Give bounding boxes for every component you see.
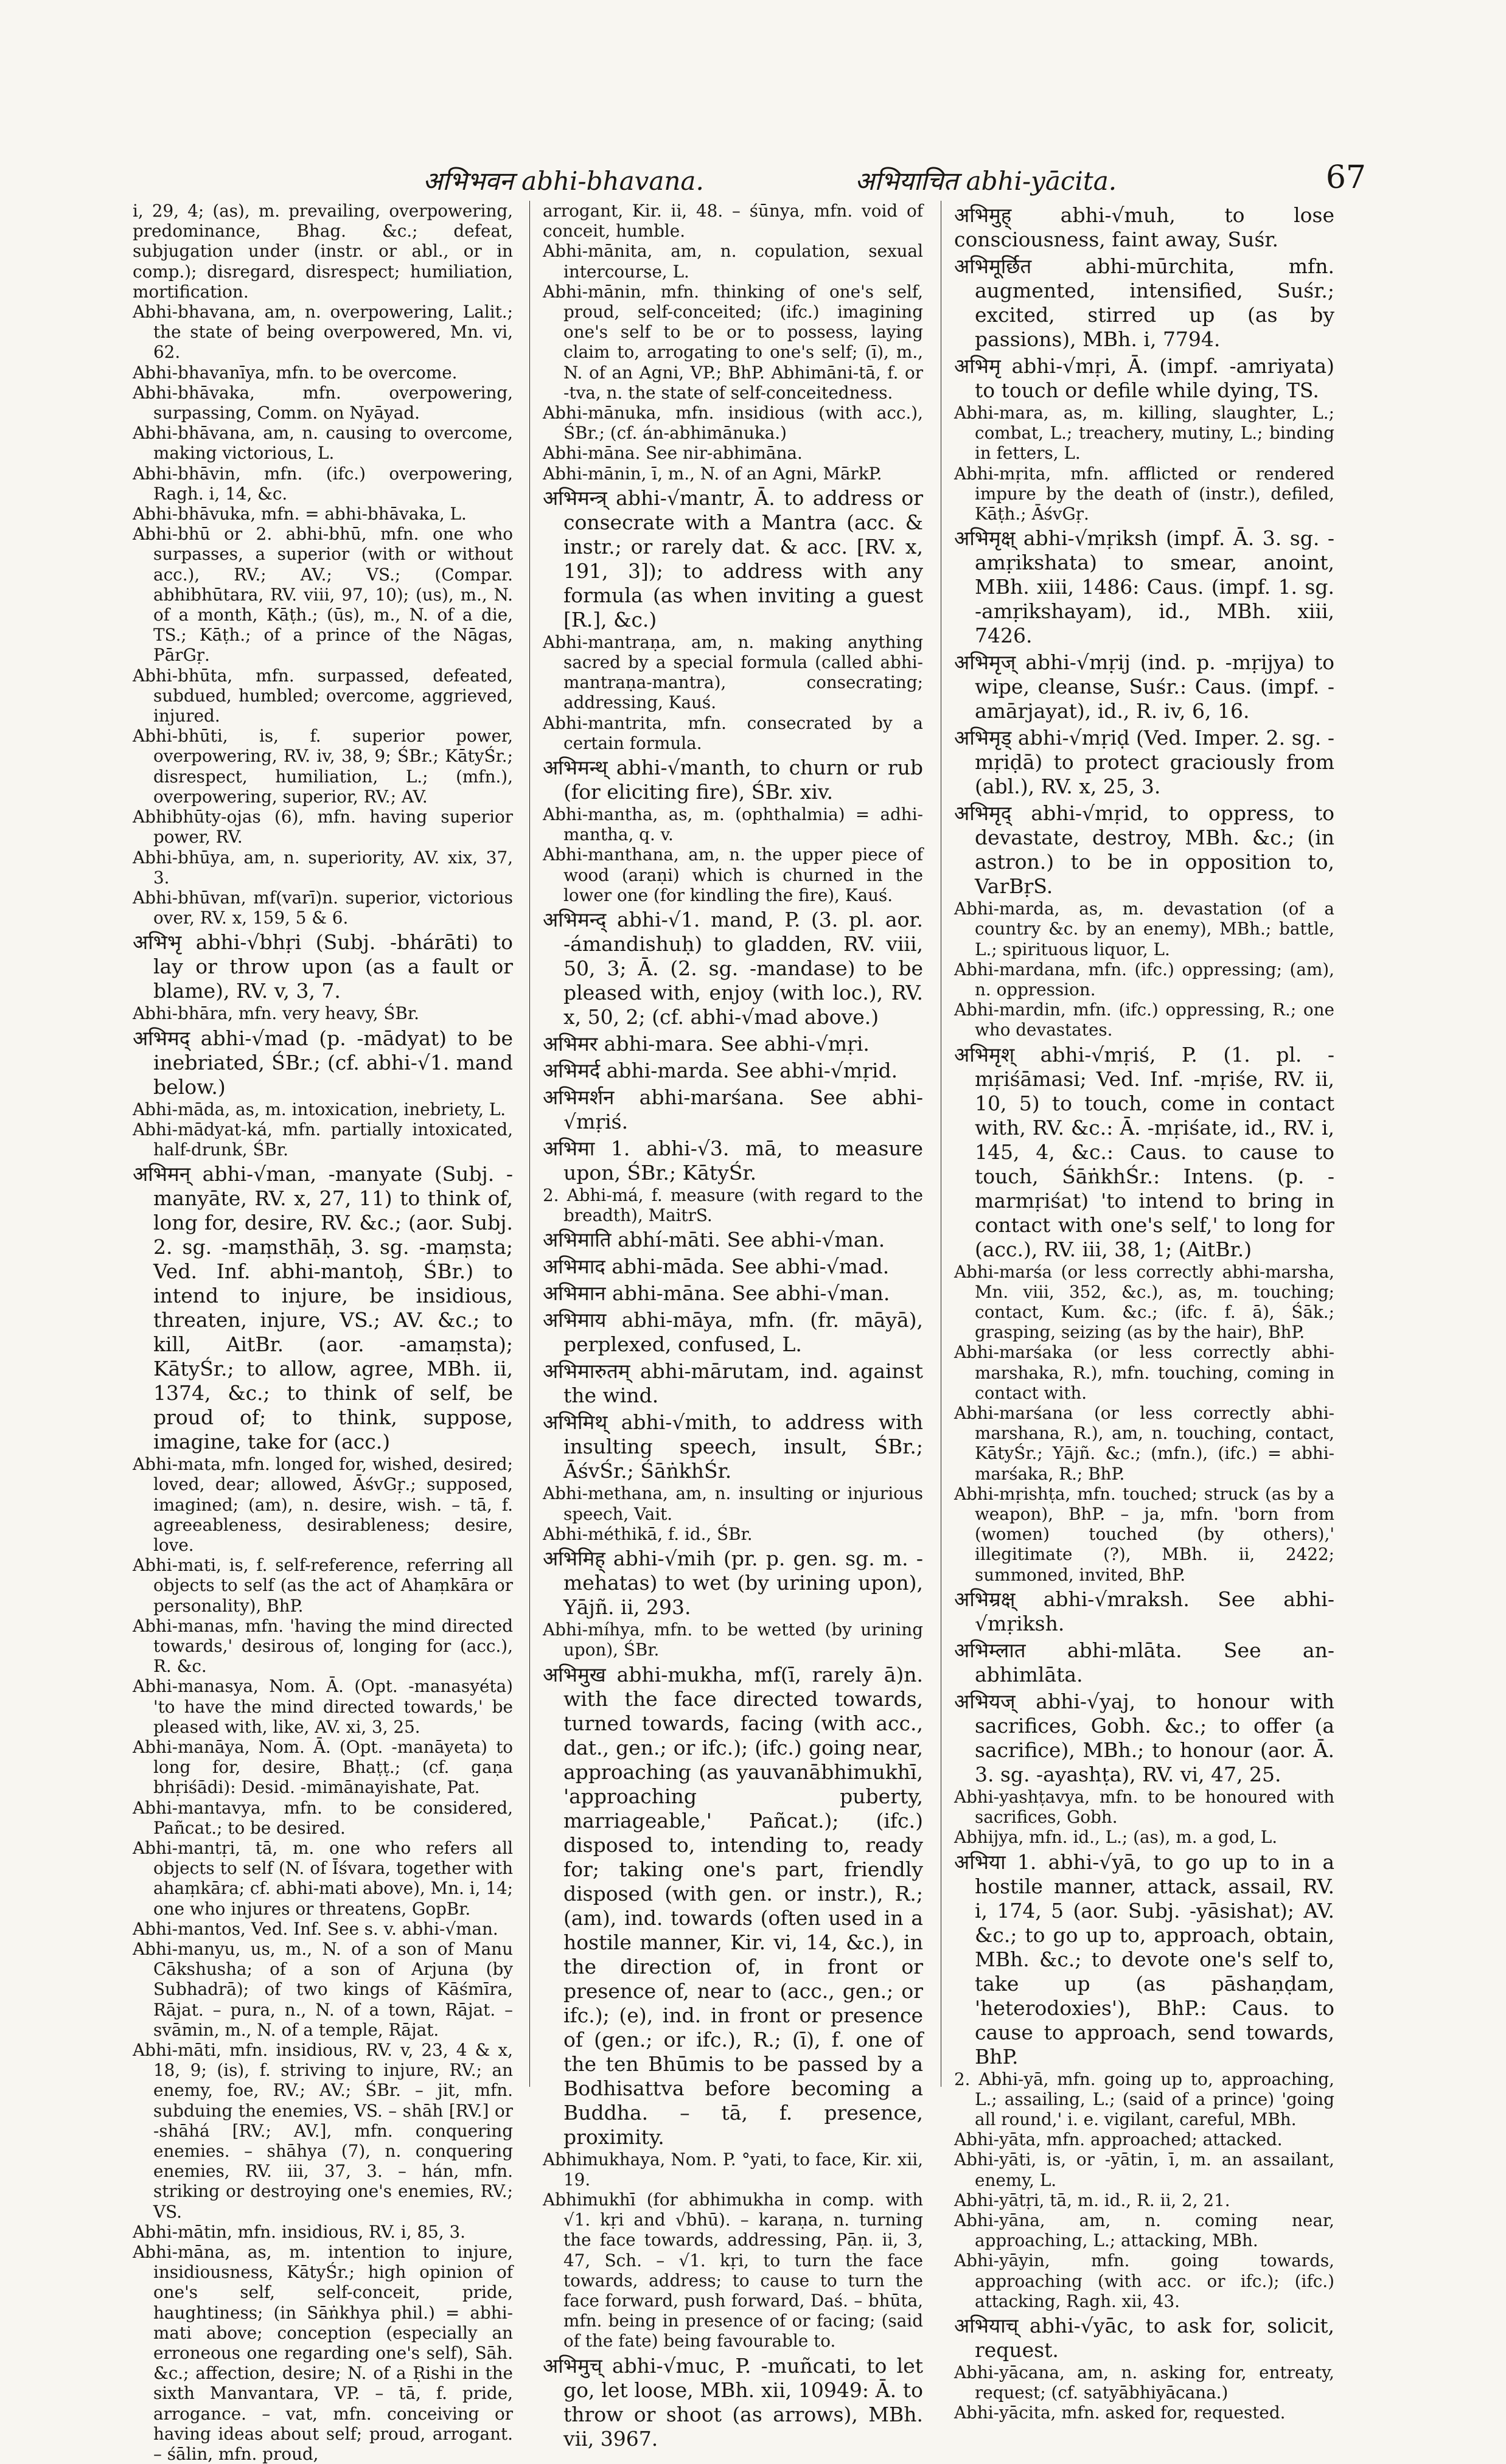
- dictionary-headword-entry: अभिमन् abhi-√man, -manyate (Subj. -manyāte, RV. x, 27, 11) to think of, long for, desire, RV. &c.; (aor. Subj. 2. sg. -maṃsthāḥ, 3. sg. -maṃsta; Ved. Inf. abhi-mantoḥ, ŚBr.) to intend to injure, be insidious, threaten, injure, VS.; AV. &c.; to kill, AitBr. (aor. -amaṃsta); KātyŚr.; to allow, agree, MBh. ii, 1374, &c.; to think of self, be proud of; to think, suppose, imagine, take for (acc.): [133, 1162, 513, 1454]
- dictionary-headword-entry: अभिमा 1. abhi-√3. mā, to measure upon, ŚBr.; KātyŚr.: [543, 1136, 923, 1185]
- dictionary-entry: Abhi-mānuka, mfn. insidious (with acc.), ŚBr.; (cf. án-abhimānuka.): [543, 403, 923, 444]
- dictionary-entry: Abhi-māna, as, m. intention to injure, insidiousness, KātyŚr.; high opinion of one's self, self-conceit, pride, haughtiness; (in Sāṅkhya phil.) = abhi-mati above; conception (especially an erroneous one regarding one's self), Sāh. &c.; affection, desire; N. of a Ṛishi in the sixth Manvantara, VP. – tā, f. pride, arrogance. – vat, mfn. conceiving or having ideas about self; proud, arrogant. – śālin, mfn. proud,: [133, 2242, 513, 2464]
- dictionary-entry: Abhi-mardin, mfn. (ifc.) oppressing, R.; one who devastates.: [954, 1000, 1334, 1040]
- dictionary-headword-entry: अभिमान abhi-māna. See abhi-√man.: [543, 1281, 890, 1306]
- dictionary-entry: Abhi-māti, mfn. insidious, RV. v, 23, 4 & x, 18, 9; (is), f. striving to injure, RV.; an enemy, foe, RV.; AV.; ŚBr. – jit, mfn. subduing the enemies, VS. – shāh [RV.] or -shāhá [RV.; AV.], mfn. conquering enemies. – shāhya (7), n. conquering enemies, RV. iii, 37, 3. – hán, mfn. striking or destroying one's enemies, RV.; VS.: [133, 2040, 513, 2222]
- left-running-headword: अभिभवन abhi-bhavana.: [423, 166, 704, 196]
- dictionary-headword-entry: अभियाच् abhi-√yāc, to ask for, solicit, request.: [954, 2313, 1334, 2362]
- dictionary-entry: Abhi-methana, am, n. insulting or injurious speech, Vait.: [543, 1483, 923, 1524]
- right-running-headword: अभियाचित abhi-yācita.: [855, 166, 1117, 196]
- dictionary-column-3: [954, 201, 1334, 2423]
- dictionary-headword-entry: अभिमृद् abhi-√mṛid, to oppress, to devastate, destroy, MBh. &c.; (in astron.) to be in opposition to, VarBṛS.: [954, 801, 1334, 899]
- dictionary-entry: Abhi-mata, mfn. longed for, wished, desired; loved, dear; allowed, ĀśvGṛ.; supposed, imagined; (am), n. desire, wish. – tā, f. agreeableness, desirableness; desire, love.: [133, 1454, 514, 1555]
- dictionary-entry: Abhi-mṛishṭa, mfn. touched; struck (as by a weapon), BhP. – ja, mfn. 'born from (women) touched (by others),' illegitimate (?), MBh. ii, 2422; summoned, invited, BhP.: [954, 1483, 1334, 1585]
- dictionary-headword-entry: अभिमृ abhi-√mṛi, Ā. (impf. -amriyata) to touch or defile while dying, TS.: [954, 354, 1334, 402]
- dictionary-entry: Abhi-marśaka (or less correctly abhi-marshaka, R.), mfn. touching, coming in contact with.: [954, 1342, 1334, 1403]
- dictionary-headword-entry: अभिमर abhi-mara. See abhi-√mṛi.: [543, 1032, 870, 1056]
- dictionary-entry: Abhi-mantavya, mfn. to be considered, Pañcat.; to be desired.: [133, 1797, 513, 1838]
- dictionary-entry: Abhi-manāya, Nom. Ā. (Opt. -manāyeta) to long for, desire, Bhaṭṭ.; (cf. gaṇa bhṛiśādi): Desid. -mimānayishate, Pat.: [133, 1736, 513, 1798]
- dictionary-entry: Abhi-mati, is, f. self-reference, referring all objects to self (as the act of Ahaṃkāra or personality), BhP.: [133, 1555, 513, 1616]
- dictionary-entry: Abhi-yāyin, mfn. going towards, approaching (with acc. or ifc.); (ifc.) attacking, Ragh. xii, 43.: [954, 2250, 1334, 2311]
- dictionary-headword-entry: अभिमृड् abhi-√mṛiḍ (Ved. Imper. 2. sg. -mṛiḍā) to protect graciously from (abl.), RV. x, 25, 3.: [954, 726, 1334, 799]
- dictionary-entry: Abhi-yāta, mfn. approached; attacked.: [954, 2129, 1283, 2150]
- dictionary-entry: Abhi-méthikā, f. id., ŚBr.: [543, 1523, 753, 1544]
- dictionary-entry: Abhi-mantṛi, tā, m. one who refers all objects to self (N. of Īśvara, together with ahaṃkāra; cf. abhi-mati above), Mn. i, 14; one who injures or threatens, GopBr.: [133, 1837, 513, 1919]
- dictionary-headword-entry: अभिभृ abhi-√bhṛi (Subj. -bhárāti) to lay or throw upon (as a fault or blame), RV. v, 3, 7.: [133, 930, 513, 1003]
- dictionary-entry: Abhi-manthana, am, n. the upper piece of wood (araṇi) which is churned in the lower one (for kindling the fire), Kauś.: [543, 844, 923, 905]
- dictionary-entry: Abhimukhaya, Nom. P. °yati, to face, Kir. xii, 19.: [543, 2149, 923, 2190]
- dictionary-entry: Abhi-yashṭavya, mfn. to be honoured with sacrifices, Gobh.: [954, 1786, 1334, 1828]
- dictionary-entry: Abhi-bhāvin, mfn. (ifc.) overpowering, Ragh. i, 14, &c.: [133, 463, 513, 504]
- dictionary-headword-entry: अभिमुह् abhi-√muh, to lose consciousness, faint away, Suśr.: [954, 203, 1334, 251]
- page-number: 67: [1325, 159, 1366, 196]
- dictionary-headword-entry: अभिमन्त्र् abhi-√mantr, Ā. to address or consecrate with a Mantra (acc. & instr.; or rarely dat. & acc. [RV. x, 191, 3]); to address with any formula (as when inviting a guest [R.], &c.): [543, 485, 923, 632]
- dictionary-headword-entry: अभिमर्शन abhi-marśana. See abhi-√mṛiś.: [543, 1085, 923, 1134]
- dictionary-headword-entry: अभिया 1. abhi-√yā, to go up to in a hostile manner, attack, assail, RV. i, 174, 5 (aor. Subj. -yāsishat); AV. &c.; to go up to, approach, obtain, MBh. &c.; to devote one's self to, take up (as pāshaṇḍam, 'heterodoxies'), BhP.: Caus. to cause to approach, send towards, BhP.: [954, 1850, 1334, 2069]
- dictionary-entry: 2. Abhi-má, f. measure (with regard to the breadth), MaitrS.: [543, 1185, 923, 1226]
- dictionary-headword-entry: अभिमृश् abhi-√mṛiś, P. (1. pl. -mṛiśāmasi; Ved. Inf. -mṛiśe, RV. ii, 10, 5) to touch, come in contact with, RV. &c.: Ā. -mṛiśate, id., RV. i, 145, 4, &c.: Caus. to cause to touch, ŚāṅkhŚr.: Intens. (p. -marmṛiśat) 'to intend to bring in contact with one's self,' to long for (acc.), RV. iii, 38, 1; (AitBr.): [954, 1042, 1334, 1261]
- dictionary-entry: Abhimukhī (for abhimukha in comp. with √1. kṛi and √bhū). – karaṇa, n. turning the face towards, addressing, Pāṇ. ii, 3, 47, Sch. – √1. kṛi, to turn the face towards, address; to cause to turn the face forward, push forward, Daś. – bhūta, mfn. being in presence of or facing; (said of the fate) being favourable to.: [543, 2189, 923, 2351]
- dictionary-headword-entry: अभिमाय abhi-māya, mfn. (fr. māyā), perplexed, confused, L.: [543, 1308, 923, 1357]
- dictionary-entry: Abhi-bhavana, am, n. overpowering, Lalit.; the state of being overpowered, Mn. vi, 62.: [133, 302, 513, 363]
- dictionary-headword-entry: अभिमिथ् abhi-√mith, to address with insulting speech, insult, ŚBr.; ĀśvŚr.; ŚāṅkhŚr.: [543, 1410, 923, 1483]
- dictionary-entry: Abhi-bhāra, mfn. very heavy, ŚBr.: [133, 1003, 419, 1024]
- dictionary-entry: Abhi-bhū or 2. abhi-bhū, mfn. one who surpasses, a superior (with or without acc.), RV.; AV.; VS.; (Compar. abhibhūtara, RV. viii, 97, 10); (us), m., N. of a month, Kāṭh.; (ūs), m., N. of a die, TS.; Kāṭh.; of a prince of the Nāgas, PārGṛ.: [133, 524, 513, 666]
- dictionary-headword-entry: अभिमारुतम् abhi-mārutam, ind. against the wind.: [543, 1359, 923, 1408]
- dictionary-column-2: [543, 201, 923, 2451]
- dictionary-headword-entry: अभिमद् abhi-√mad (p. -mādyat) to be inebriated, ŚBr.; (cf. abhi-√1. mand below.): [133, 1026, 513, 1099]
- dictionary-headword-entry: अभिम्लात abhi-mlāta. See an-abhimlāta.: [954, 1638, 1334, 1686]
- dictionary-entry: Abhibhūty-ojas (6), mfn. having superior power, RV.: [133, 807, 513, 847]
- dictionary-headword-entry: अभिमुच् abhi-√muc, P. -muñcati, to let go, let loose, MBh. xii, 10949: Ā. to throw or shoot (as arrows), MBh. vii, 3967.: [543, 2353, 923, 2451]
- dictionary-entry: Abhi-mantha, as, m. (ophthalmia) = adhi-mantha, q. v.: [543, 804, 923, 845]
- column-divider: [529, 201, 530, 2087]
- dictionary-entry: i, 29, 4; (as), m. prevailing, overpowering, predominance, Bhag. &c.; defeat, subjugation under (instr. or abl., or in comp.); disregard, disrespect; humiliation, mortification.: [133, 201, 513, 302]
- dictionary-entry: Abhi-bhūya, am, n. superiority, AV. xix, 37, 3.: [133, 847, 513, 888]
- dictionary-headword-entry: अभिमुख abhi-mukha, mf(ī, rarely ā)n. with the face directed towards, turned towards, facing (with acc., dat., gen.; or ifc.); (ifc.) going near, approaching (as yauvanābhimukhī, 'approaching puberty, marriageable,' Pañcat.); (ifc.) disposed to, intending to, ready for; taking one's part, friendly disposed (with gen. or instr.), R.; (am), ind. towards (often used in a hostile manner, Kir. vi, 14, &c.), in the direction of, in front or presence of, near to (acc., gen.; or ifc.); (e), ind. in front or presence of (gen.; or ifc.), R.; (ī), f. one of the ten Bhūmis to be passed by a Bodhisattva before becoming a Buddha. – tā, f. presence, proximity.: [543, 1662, 923, 2149]
- dictionary-entry: Abhi-manyu, us, m., N. of a son of Manu Cākshusha; of a son of Arjuna (by Subhadrā); of two kings of Kāśmīra, Rājat. – pura, n., N. of a town, Rājat. – svāmin, m., N. of a temple, Rājat.: [133, 1939, 513, 2040]
- dictionary-entry: Abhi-bhāvaka, mfn. overpowering, surpassing, Comm. on Nyāyad.: [133, 382, 513, 423]
- dictionary-entry: Abhi-mantrita, mfn. consecrated by a certain formula.: [543, 712, 923, 753]
- dictionary-entry: Abhi-yāti, is, or -yātin, ī, m. an assailant, enemy, L.: [954, 2149, 1334, 2190]
- dictionary-entry: Abhi-mara, as, m. killing, slaughter, L.; combat, L.; treachery, mutiny, L.; binding in fetters, L.: [954, 403, 1334, 464]
- dictionary-entry: Abhi-manasya, Nom. Ā. (Opt. -manasyéta) 'to have the mind directed towards,' be pleased with, like, AV. xi, 3, 25.: [133, 1676, 513, 1737]
- dictionary-entry: Abhi-bhūti, is, f. superior power, overpowering, RV. iv, 38, 9; ŚBr.; KātyŚr.; disrespect, humiliation, L.; (mfn.), overpowering, superior, RV.; AV.: [133, 726, 513, 807]
- dictionary-entry: Abhi-manas, mfn. 'having the mind directed towards,' desirous of, longing for (acc.), R. &c.: [133, 1615, 513, 1677]
- dictionary-entry: Abhi-mānin, mfn. thinking of one's self, proud, self-conceited; (ifc.) imagining one's self to be or to possess, laying claim to, arrogating to one's self; (ī), m., N. of an Agni, VP.; BhP. Abhimāni-tā, f. or -tva, n. the state of self-conceitedness.: [543, 281, 923, 403]
- dictionary-entry: Abhi-marda, as, m. devastation (of a country &c. by an enemy), MBh.; battle, L.; spirituous liquor, L.: [954, 899, 1334, 959]
- dictionary-entry: Abhi-mardana, mfn. (ifc.) oppressing; (am), n. oppression.: [954, 959, 1334, 1000]
- dictionary-entry: Abhi-yācita, mfn. asked for, requested.: [954, 2403, 1286, 2423]
- dictionary-entry: Abhi-yāna, am, n. coming near, approaching, L.; attacking, MBh.: [954, 2210, 1334, 2251]
- dictionary-headword-entry: अभिमृज् abhi-√mṛij (ind. p. -mṛijya) to wipe, cleanse, Suśr.: Caus. (impf. -amārjayat), id., R. iv, 6, 16.: [954, 650, 1334, 723]
- dictionary-headword-entry: अभिमिह् abhi-√mih (pr. p. gen. sg. m. -mehatas) to wet (by urining upon), Yājñ. ii, 293.: [543, 1547, 923, 1620]
- dictionary-headword-entry: अभिमृक्ष् abhi-√mṛiksh (impf. Ā. 3. sg. -amṛikshata) to smear, anoint, MBh. xiii, 1486: Caus. (impf. 1. sg. -amṛikshayam), id., MBh. xiii, 7426.: [954, 526, 1334, 648]
- dictionary-headword-entry: अभिमाति abhí-māti. See abhi-√man.: [543, 1228, 885, 1252]
- dictionary-entry: 2. Abhi-yā, mfn. going up to, approaching, L.; assailing, L.; (said of a prince) 'going all round,' i. e. vigilant, careful, MBh.: [954, 2069, 1334, 2129]
- dictionary-entry: Abhi-mātin, mfn. insidious, RV. i, 85, 3.: [133, 2221, 465, 2242]
- dictionary-entry: Abhi-bhāvuka, mfn. = abhi-bhāvaka, L.: [133, 504, 467, 524]
- dictionary-entry: Abhi-mṛita, mfn. afflicted or rendered impure by the death of (instr.), defiled, Kāṭh.; ĀśvGṛ.: [954, 463, 1334, 524]
- dictionary-headword-entry: अभिमाद abhi-māda. See abhi-√mad.: [543, 1255, 890, 1279]
- dictionary-headword-entry: अभिम्रक्ष् abhi-√mraksh. See abhi-√mṛiksh.: [954, 1587, 1334, 1635]
- dictionary-entry: Abhi-marśana (or less correctly abhi-marshana, R.), am, n. touching, contact, KātyŚr.; Yājñ. &c.; (mfn.), (ifc.) = abhi-marśaka, R.; BhP.: [954, 1403, 1334, 1484]
- dictionary-entry: Abhi-mānita, am, n. copulation, sexual intercourse, L.: [543, 241, 923, 282]
- dictionary-entry: Abhi-māda, as, m. intoxication, inebriety, L.: [133, 1099, 506, 1119]
- dictionary-entry: Abhi-bhūta, mfn. surpassed, defeated, subdued, humbled; overcome, aggrieved, injured.: [133, 665, 513, 726]
- dictionary-entry: Abhi-mānin, ī, m., N. of an Agni, MārkP.: [543, 463, 882, 484]
- dictionary-headword-entry: अभिमूर्छित abhi-mūrchita, mfn. augmented, intensified, Suśr.; excited, stirred up (as by passions), MBh. i, 7794.: [954, 254, 1334, 351]
- dictionary-entry: Abhi-bhāvana, am, n. causing to overcome, making victorious, L.: [133, 423, 513, 464]
- dictionary-entry: Abhijya, mfn. id., L.; (as), m. a god, L.: [954, 1827, 1278, 1848]
- dictionary-headword-entry: अभियज् abhi-√yaj, to honour with sacrifices, Gobh. &c.; to offer (a sacrifice), MBh.; to honour (aor. Ā. 3. sg. -ayashṭa), RV. vi, 47, 25.: [954, 1689, 1334, 1786]
- dictionary-entry: Abhi-marśa (or less correctly abhi-marsha, Mn. viii, 352, &c.), as, m. touching; contact, Kum. &c.; (ifc. f. ā), Śāk.; grasping, seizing (as by the hair), BhP.: [954, 1261, 1334, 1343]
- dictionary-headword-entry: अभिमन्थ् abhi-√manth, to churn or rub (for eliciting fire), ŚBr. xiv.: [543, 756, 923, 804]
- dictionary-headword-entry: अभिमन्द् abhi-√1. mand, P. (3. pl. aor. -ámandishuḥ) to gladden, RV. viii, 50, 3; Ā. (2. sg. -mandase) to be pleased with, enjoy (with loc.), RV. x, 50, 2; (cf. abhi-√mad above.): [543, 908, 923, 1029]
- dictionary-entry: arrogant, Kir. ii, 48. – śūnya, mfn. void of conceit, humble.: [543, 201, 923, 242]
- dictionary-entry: Abhi-yācana, am, n. asking for, entreaty, request; (cf. satyābhiyācana.): [954, 2362, 1334, 2403]
- dictionary-entry: Abhi-bhavanīya, mfn. to be overcome.: [133, 362, 458, 383]
- dictionary-entry: Abhi-māna. See nir-abhimāna.: [543, 443, 803, 464]
- dictionary-entry: Abhi-yātṛi, tā, m. id., R. ii, 2, 21.: [954, 2190, 1230, 2210]
- dictionary-entry: Abhi-mādyat-ká, mfn. partially intoxicated, half-drunk, ŚBr.: [133, 1119, 513, 1160]
- dictionary-entry: Abhi-míhya, mfn. to be wetted (by urining upon), ŚBr.: [543, 1620, 923, 1660]
- dictionary-entry: Abhi-mantraṇa, am, n. making anything sacred by a special formula (called abhi-mantraṇa-mantra), consecrating; addressing, Kauś.: [543, 632, 923, 713]
- dictionary-headword-entry: अभिमर्द abhi-marda. See abhi-√mṛid.: [543, 1059, 898, 1083]
- dictionary-entry: Abhi-mantos, Ved. Inf. See s. v. abhi-√man.: [133, 1918, 498, 1939]
- dictionary-entry: Abhi-bhūvan, mf(varī)n. superior, victorious over, RV. x, 159, 5 & 6.: [133, 887, 513, 928]
- dictionary-column-1: [133, 201, 514, 2464]
- page-header: [149, 159, 1366, 206]
